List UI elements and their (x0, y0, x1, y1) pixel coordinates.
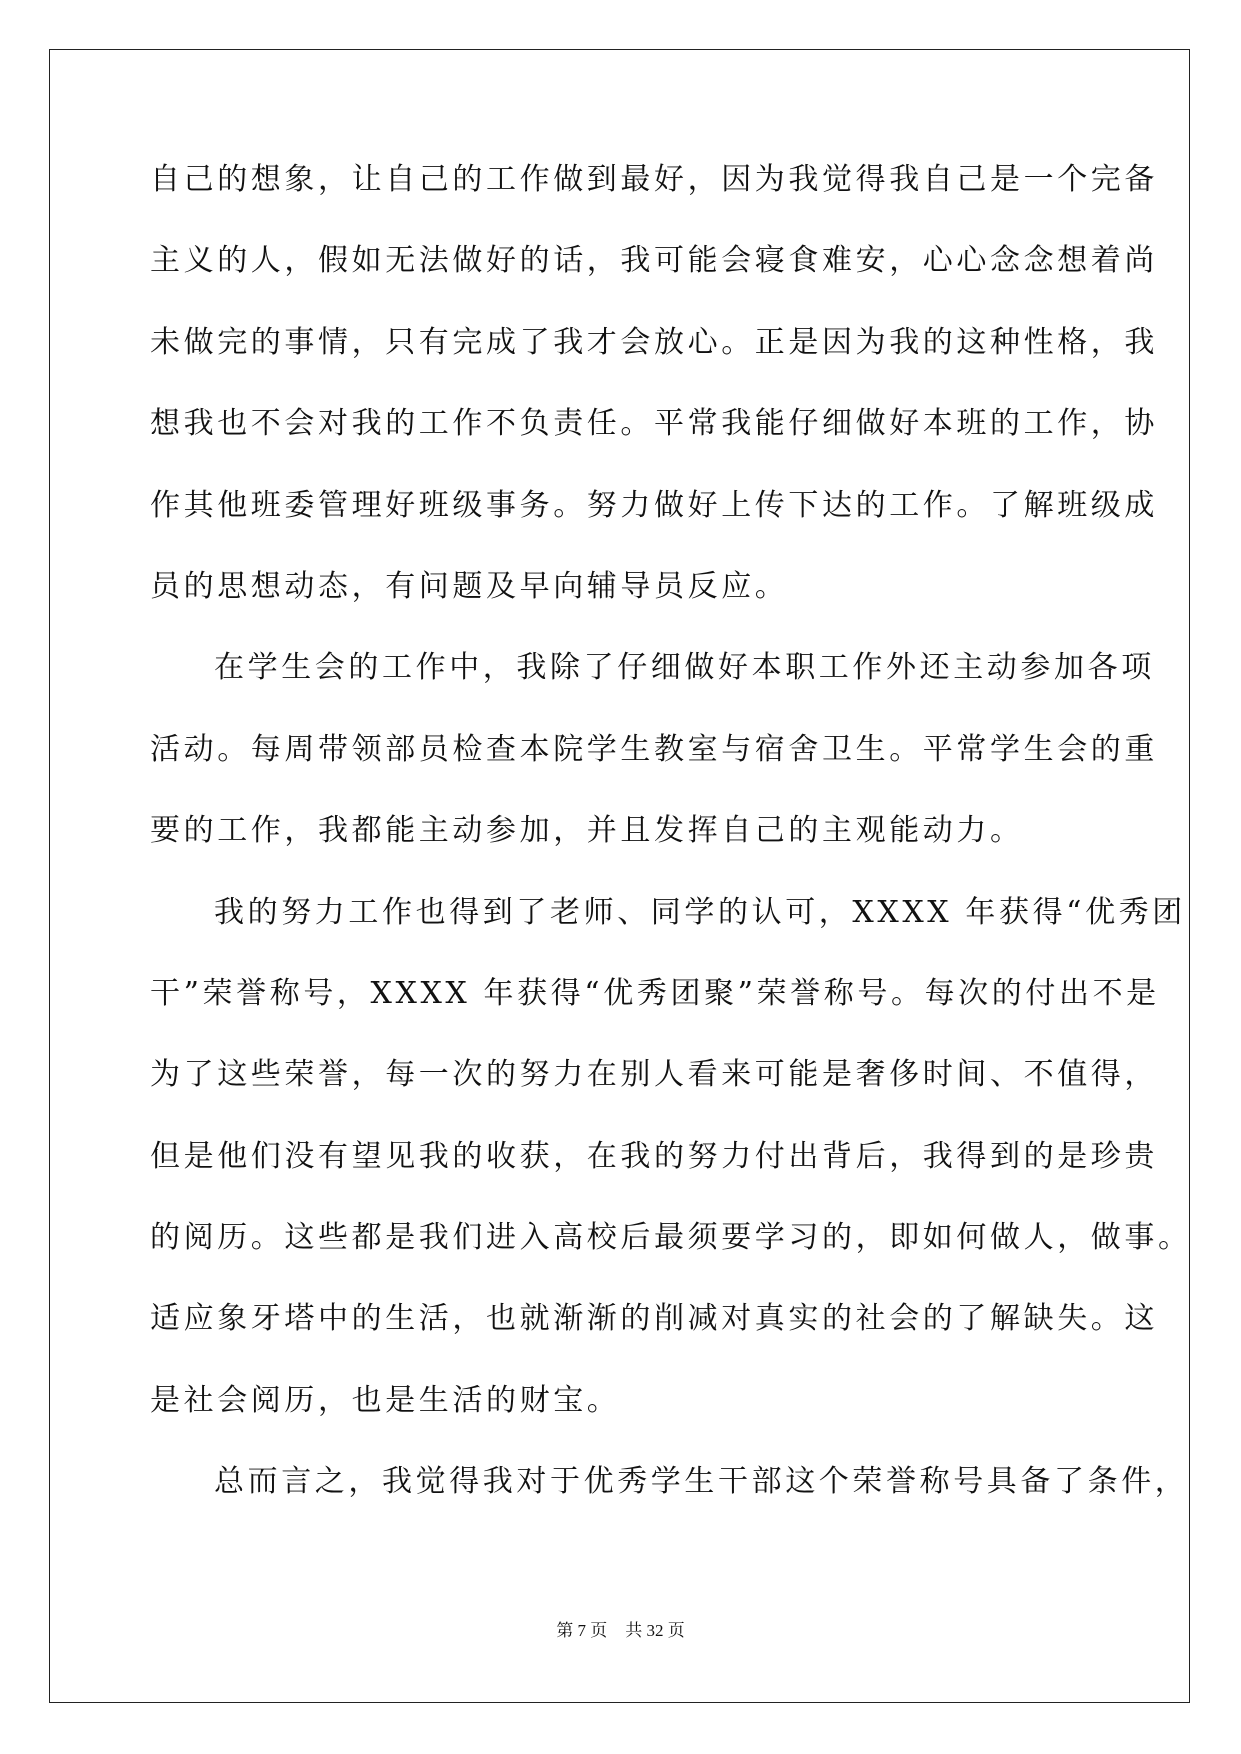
page-total: 共 32 页 (625, 1621, 685, 1640)
document-body (150, 160, 1192, 1544)
text-line: 的阅历。这些都是我们进入高校后最须要学习的，即如何做人，做事。 (150, 1220, 1192, 1256)
text-line: 未做完的事情，只有完成了我才会放心。正是因为我的这种性格，我 (150, 324, 1158, 360)
page-footer (0, 1616, 1241, 1641)
text-line: 主义的人，假如无法做好的话，我可能会寝食难安，心心念念想着尚 (150, 243, 1158, 279)
page-number: 第 7 页 (556, 1621, 608, 1640)
text-line: 活动。每周带领部员检查本院学生教室与宿舍卫生。平常学生会的重 (150, 731, 1158, 767)
text-line: 干”荣誉称号，XXXX 年获得“优秀团聚”荣誉称号。每次的付出不是 (150, 975, 1160, 1011)
text-line: 员的思想动态，有问题及早向辅导员反应。 (150, 568, 789, 604)
paragraph-first-line: 我的努力工作也得到了老师、同学的认可，XXXX 年获得“优秀团 (214, 894, 1186, 930)
text-line: 要的工作，我都能主动参加，并且发挥自己的主观能动力。 (150, 813, 1024, 849)
text-line: 是社会阅历，也是生活的财宝。 (150, 1382, 621, 1418)
text-line: 自己的想象，让自己的工作做到最好，因为我觉得我自己是一个完备 (150, 162, 1158, 197)
text-line: 想我也不会对我的工作不负责任。平常我能仔细做好本班的工作，协 (150, 406, 1158, 442)
paragraph-first-line: 总而言之，我觉得我对于优秀学生干部这个荣誉称号具备了条件， (214, 1464, 1189, 1500)
text-line: 为了这些荣誉，每一次的努力在别人看来可能是奢侈时间、不值得， (150, 1057, 1158, 1093)
text-line: 但是他们没有望见我的收获，在我的努力付出背后，我得到的是珍贵 (150, 1138, 1158, 1174)
text-line: 作其他班委管理好班级事务。努力做好上传下达的工作。了解班级成 (150, 487, 1158, 523)
text-line: 适应象牙塔中的生活，也就渐渐的削减对真实的社会的了解缺失。这 (150, 1301, 1158, 1337)
paragraph-first-line: 在学生会的工作中，我除了仔细做好本职工作外还主动参加各项 (214, 650, 1155, 686)
